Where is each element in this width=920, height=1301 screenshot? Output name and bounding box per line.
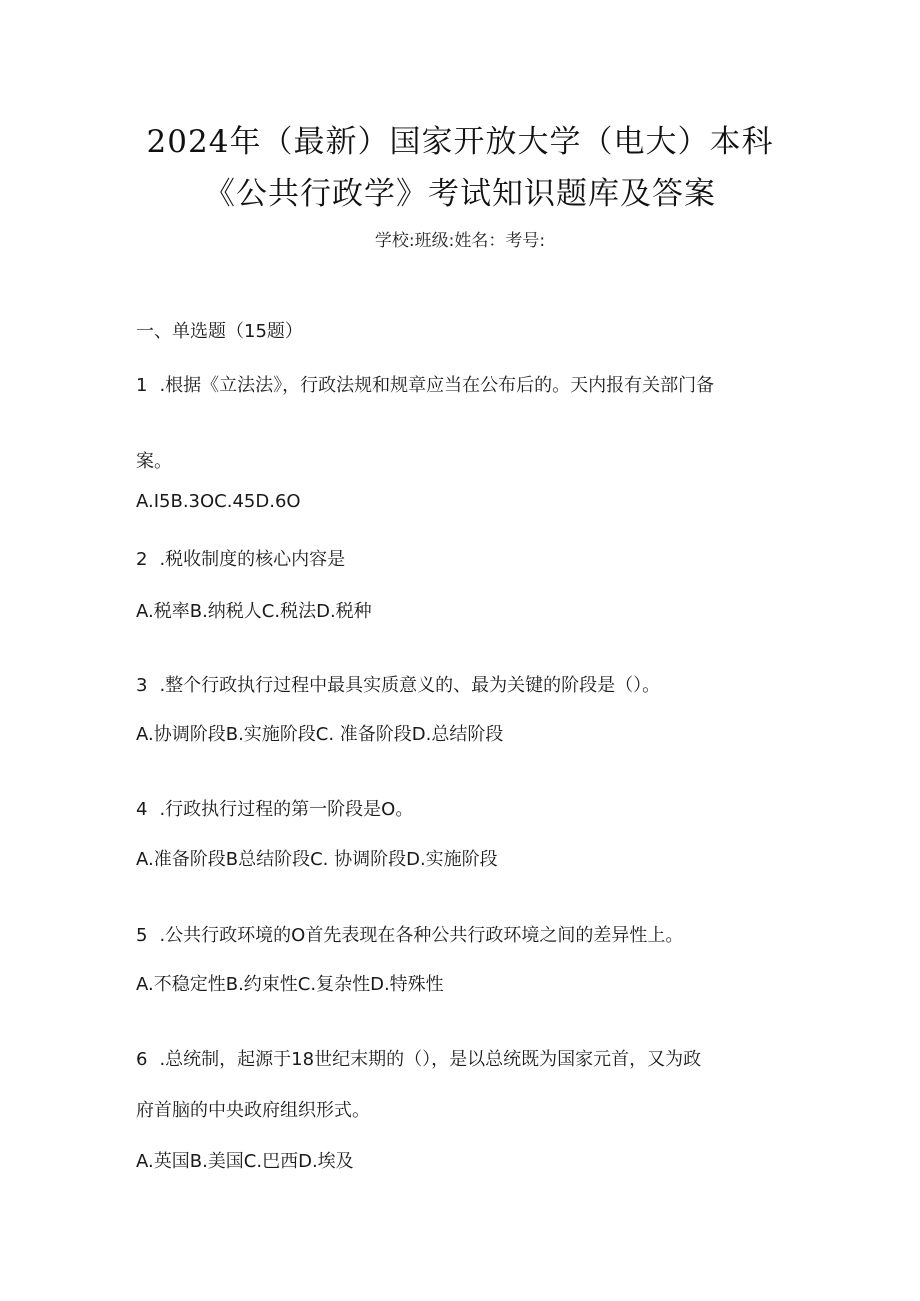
question-6-stem xyxy=(136,1048,701,1072)
question-3-stem xyxy=(136,674,660,698)
question-2-stem xyxy=(136,548,345,572)
question-5-stem xyxy=(136,924,683,948)
question-4-stem-text: .行政执行过程的第一阶段是O。 xyxy=(159,799,414,820)
question-2-stem-text: .税收制度的核心内容是 xyxy=(159,549,346,570)
question-1-stem xyxy=(136,374,714,398)
question-2-options: A.税率B.纳税人C.税法D.税种 xyxy=(136,601,372,622)
section-heading: 一、单选题（15题） xyxy=(136,321,303,342)
question-6-stem-continued: 府首脑的中央政府组织形式。 xyxy=(136,1100,370,1121)
question-1-number: 1 xyxy=(136,375,148,396)
question-1-options: A.I5B.3OC.45D.6O xyxy=(136,491,301,512)
question-1-stem-continued: 案。 xyxy=(136,451,172,472)
student-info-line: 学校:班级:姓名：考号: xyxy=(374,231,546,251)
document-title-line-1: 2024年（最新）国家开放大学（电大）本科 xyxy=(146,124,774,160)
question-5-stem-text: .公共行政环境的O首先表现在各种公共行政环境之间的差异性上。 xyxy=(159,925,684,946)
question-5-options: A.不稳定性B.约束性C.复杂性D.特殊性 xyxy=(136,974,444,995)
question-3-stem-text: .整个行政执行过程中最具实质意义的、最为关键的阶段是（）。 xyxy=(159,675,661,696)
question-2-number: 2 xyxy=(136,549,148,570)
question-4-options: A.准备阶段B总结阶段C. 协调阶段D.实施阶段 xyxy=(136,849,498,870)
document-title-line-2: 《公共行政学》考试知识题库及答案 xyxy=(204,176,716,212)
question-6-number: 6 xyxy=(136,1049,148,1070)
question-1-stem-text: .根据《立法法》，行政法规和规章应当在公布后的。天内报有关部门备 xyxy=(159,375,715,396)
question-3-options: A.协调阶段B.实施阶段C. 准备阶段D.总结阶段 xyxy=(136,724,504,745)
question-5-number: 5 xyxy=(136,925,148,946)
question-6-options: A.英国B.美国C.巴西D.埃及 xyxy=(136,1151,354,1172)
question-3-number: 3 xyxy=(136,675,148,696)
question-6-stem-text: .总统制，起源于18世纪末期的（），是以总统既为国家元首，又为政 xyxy=(159,1049,702,1070)
question-4-number: 4 xyxy=(136,799,148,820)
question-4-stem xyxy=(136,798,413,822)
